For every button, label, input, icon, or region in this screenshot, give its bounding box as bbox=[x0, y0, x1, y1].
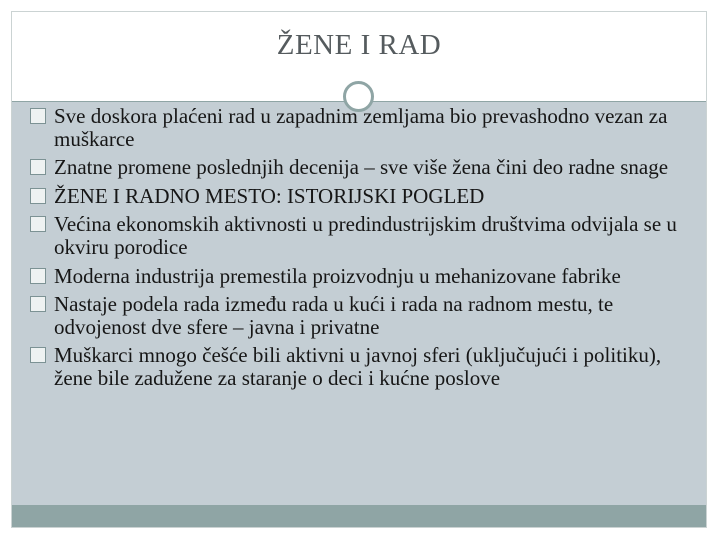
bullet-item bbox=[30, 185, 700, 208]
square-bullet-icon bbox=[30, 347, 46, 363]
bullet-text: Znatne promene poslednjih decenija – sve više žena čini deo radne snage bbox=[54, 155, 669, 180]
square-bullet-icon bbox=[30, 296, 46, 312]
bullet-text: Sve doskora plaćeni rad u zapadnim zemljama bio prevashodno vezan za muškarce bbox=[54, 104, 668, 151]
square-bullet-icon bbox=[30, 188, 46, 204]
square-bullet-icon bbox=[30, 216, 46, 232]
bullet-item bbox=[30, 293, 700, 338]
bullet-text: Većina ekonomskih aktivnosti u predindustrijskim društvima odvijala se u okviru porodice bbox=[54, 212, 677, 259]
square-bullet-icon bbox=[30, 108, 46, 124]
bullet-item bbox=[30, 156, 700, 179]
bullet-text: Nastaje podela rada između rada u kući i rada na radnom mestu, te odvojenost dve sfere – javna i privatne bbox=[54, 292, 614, 339]
square-bullet-icon bbox=[30, 268, 46, 284]
footer-bar bbox=[12, 505, 706, 527]
bullet-text: Moderna industrija premestila proizvodnju u mehanizovane fabrike bbox=[54, 263, 621, 288]
bullet-list bbox=[30, 105, 700, 396]
bullet-text: Muškarci mnogo češće bili aktivni u javnoj sferi (uključujući i politiku), žene bile zadužene za staranje o deci i kućne poslove bbox=[54, 343, 662, 390]
bullet-text: ŽENE I RADNO MESTO: ISTORIJSKI POGLED bbox=[54, 183, 485, 208]
bullet-item bbox=[30, 344, 700, 389]
bullet-item bbox=[30, 265, 700, 288]
slide-title: ŽENE I RAD bbox=[276, 29, 442, 61]
square-bullet-icon bbox=[30, 159, 46, 175]
bullet-item bbox=[30, 213, 700, 258]
slide-frame bbox=[11, 11, 707, 528]
bullet-item bbox=[30, 105, 700, 150]
